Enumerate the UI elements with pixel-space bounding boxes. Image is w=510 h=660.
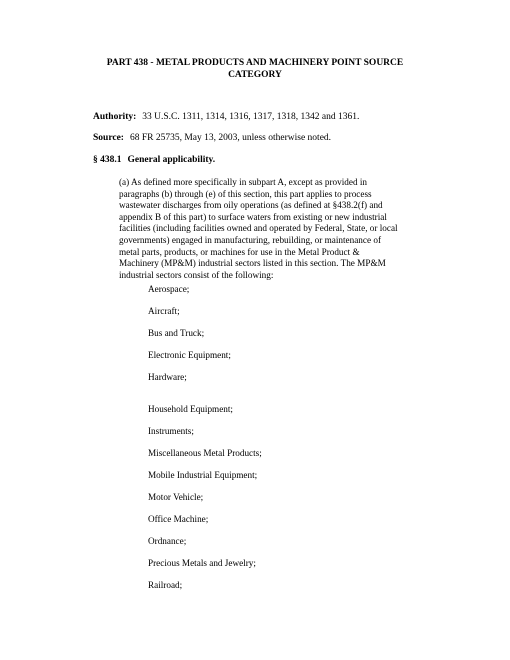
sector-item: Ordnance; [148,536,187,546]
sector-item: Aircraft; [148,306,180,316]
sector-item: Mobile Industrial Equipment; [148,470,258,480]
sector-item: Aerospace; [148,284,190,294]
sector-item: Miscellaneous Metal Products; [148,448,262,458]
part-title-line-2: CATEGORY [228,70,282,80]
part-title [80,57,430,81]
sector-item: Instruments; [148,426,194,436]
source-text: 68 FR 25735, May 13, 2003, unless otherwise noted. [129,133,332,143]
source-label: Source: [93,133,124,143]
sector-item: Office Machine; [148,514,209,524]
paragraph-a: (a) As defined more specifically in subpart A, except as provided in paragraphs (b) through (e) of this section, this part applies to process wastewater discharges from oily operations (as defined at §438.2(f) and appendix B of this part) to surface waters from existing or new industrial facilities (including facilities owned and operated by Federal, State, or local governments) engaged in manufacturing, rebuilding, or maintenance of metal parts, products, or machines for use in the Metal Product & Machinery (MP&M) industrial sectors listed in this section. The MP&M industrial sectors consist of the following: [119,177,398,280]
authority-line [93,111,359,123]
sector-item: Hardware; [148,372,187,382]
authority-text: 33 U.S.C. 1311, 1314, 1316, 1317, 1318, 1342 and 1361. [142,112,360,122]
section-heading [93,154,215,166]
section-title: General applicability. [127,155,216,165]
part-title-line-1: PART 438 - METAL PRODUCTS AND MACHINERY POINT SOURCE [106,58,404,68]
sector-item: Precious Metals and Jewelry; [148,558,256,568]
sector-item: Household Equipment; [148,404,233,414]
sector-item: Electronic Equipment; [148,350,231,360]
source-line [93,132,331,144]
sector-item: Railroad; [148,580,183,590]
section-number: § 438.1 [93,155,122,165]
sector-item: Motor Vehicle; [148,492,204,502]
sector-item: Bus and Truck; [148,328,205,338]
authority-label: Authority: [93,112,137,122]
